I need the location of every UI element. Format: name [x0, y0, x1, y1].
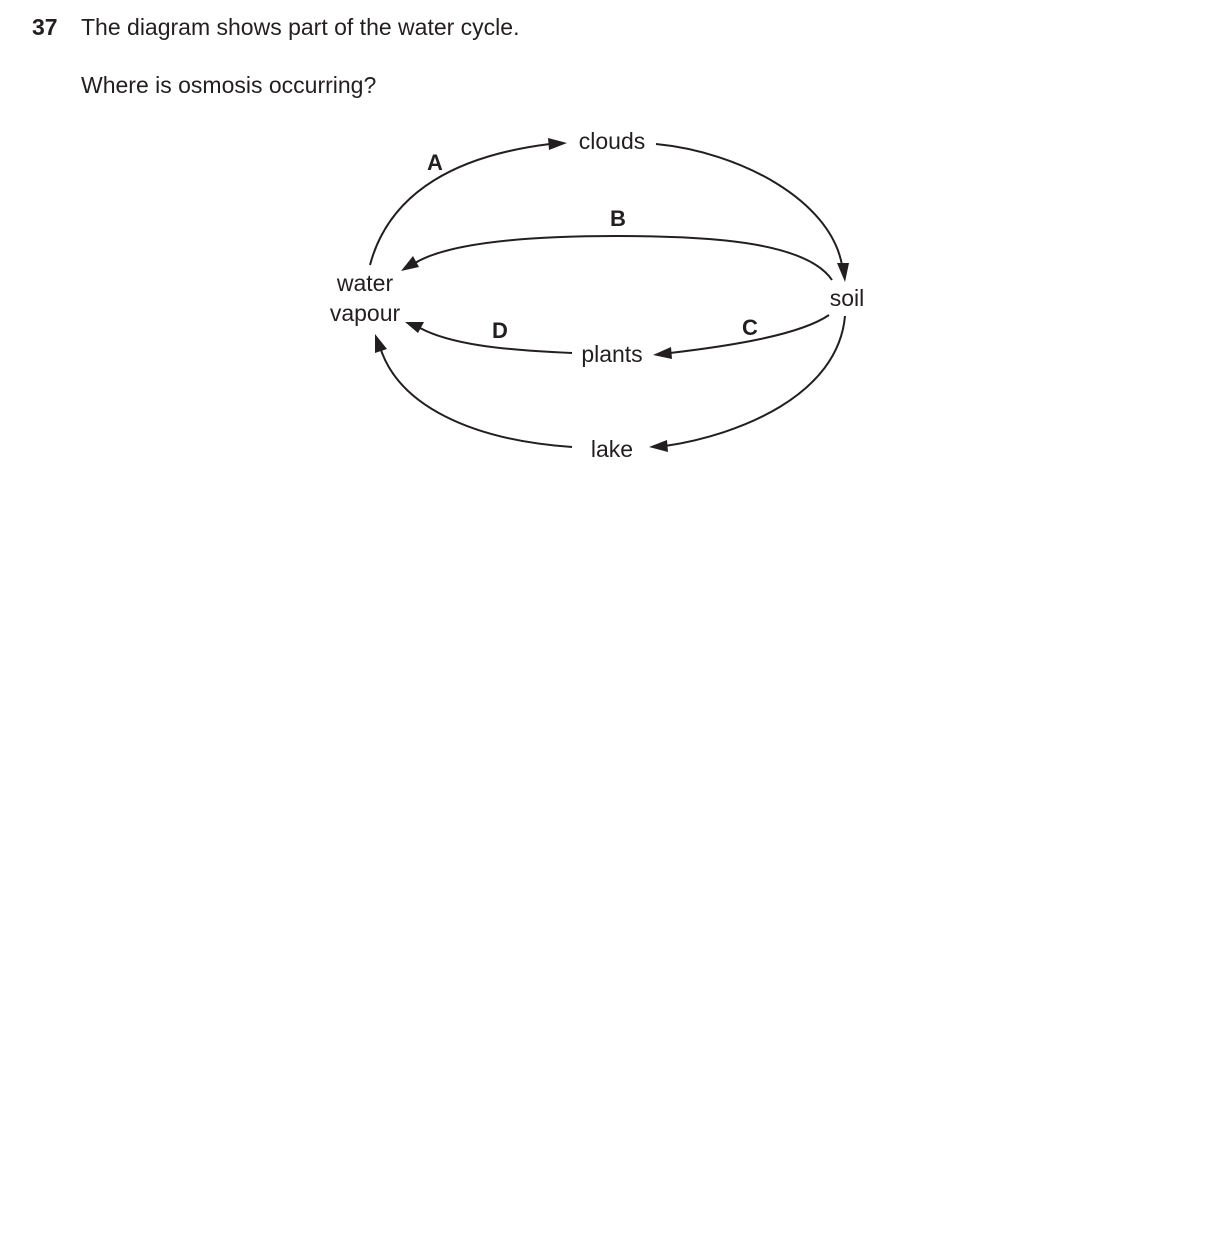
question-number: 37: [32, 14, 58, 40]
arrowhead-clouds: [548, 138, 567, 150]
node-plants: plants: [581, 341, 643, 367]
node-lake: lake: [590, 436, 634, 462]
node-soil: soil: [829, 285, 865, 311]
edge-soil-to-water-vapour: [415, 236, 832, 280]
arrowhead-water-vapour-lake: [375, 334, 387, 353]
arrowhead-soil: [837, 263, 849, 282]
node-water-vapour-line2: vapour: [329, 300, 401, 326]
node-clouds: clouds: [578, 128, 646, 154]
question-prompt: Where is osmosis occurring?: [81, 72, 377, 98]
arrowhead-plants: [653, 347, 672, 359]
arrowhead-water-vapour-b: [401, 256, 419, 271]
node-water-vapour-line1: water: [336, 270, 394, 296]
edge-clouds-to-soil: [656, 144, 842, 265]
path-label-d: D: [492, 318, 508, 343]
path-label-c: C: [742, 315, 758, 340]
edge-lake-to-water-vapour: [381, 350, 572, 447]
path-label-a: A: [427, 150, 443, 175]
question-text: The diagram shows part of the water cycle.: [81, 14, 520, 40]
path-label-b: B: [610, 206, 626, 231]
arrowhead-lake: [649, 440, 668, 452]
